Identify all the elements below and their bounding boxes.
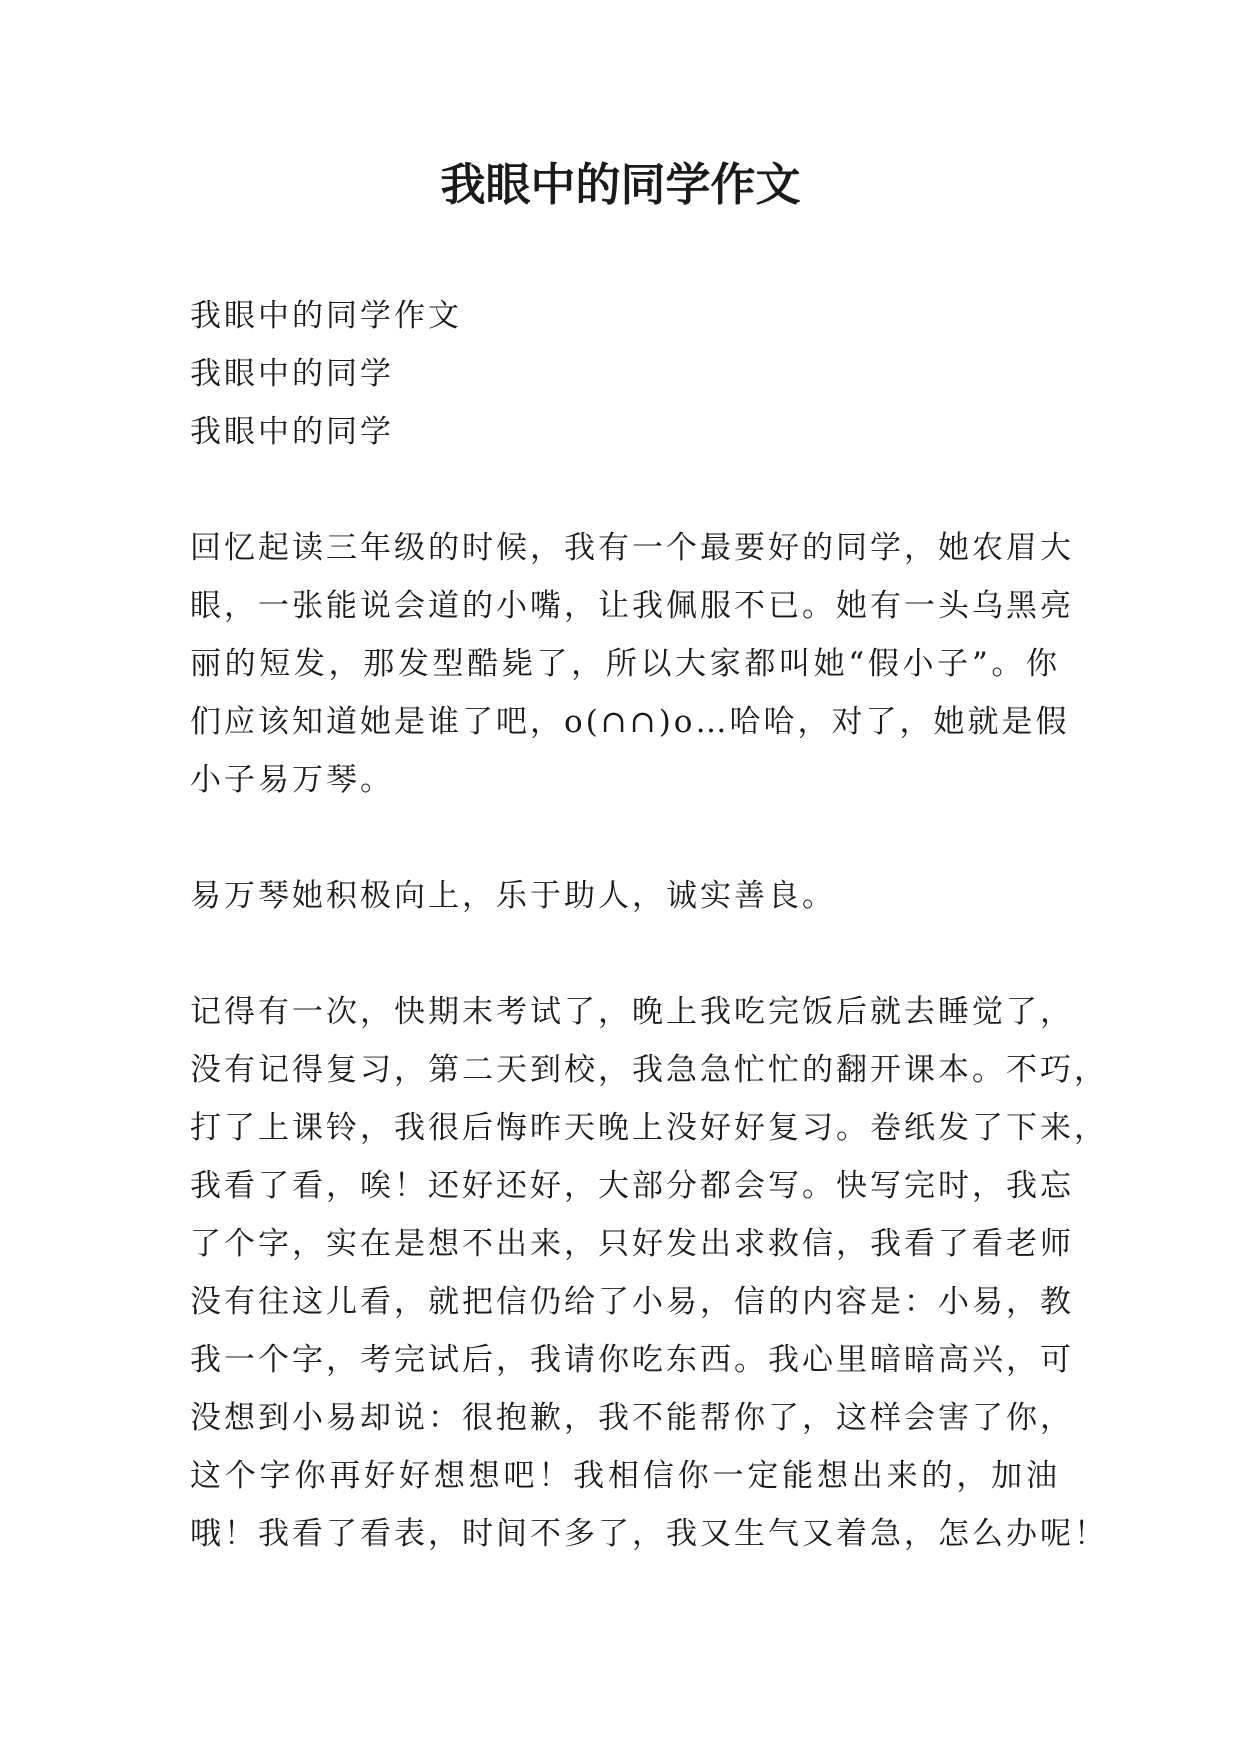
paragraph-line: 打了上课铃，我很后悔昨天晚上没好好复习。卷纸发了下来， bbox=[190, 1110, 1108, 1146]
subtitle-line: 我眼中的同学作文 bbox=[190, 298, 462, 334]
paragraph-line: 没有记得复习，第二天到校，我急急忙忙的翻开课本。不巧， bbox=[190, 1052, 1108, 1088]
paragraph-line: 记得有一次，快期末考试了，晚上我吃完饭后就去睡觉了， bbox=[190, 994, 1074, 1030]
paragraph-line: 了个字，实在是想不出来，只好发出求救信，我看了看老师 bbox=[190, 1226, 1074, 1262]
subtitle-line: 我眼中的同学 bbox=[190, 356, 394, 392]
subtitle-line: 我眼中的同学 bbox=[190, 414, 394, 450]
document-title: 我眼中的同学作文 bbox=[440, 158, 801, 211]
paragraph bbox=[190, 519, 1074, 809]
paragraph-line: 我一个字，考完试后，我请你吃东西。我心里暗暗高兴，可 bbox=[190, 1342, 1074, 1378]
paragraph-line: 没想到小易却说：很抱歉，我不能帮你了，这样会害了你， bbox=[190, 1400, 1074, 1436]
paragraph-line: 回忆起读三年级的时候，我有一个最要好的同学，她农眉大 bbox=[190, 530, 1074, 566]
paragraph-line: 丽的短发，那发型酷毙了，所以大家都叫她“假小子”。你 bbox=[190, 646, 1060, 682]
subtitle-list bbox=[190, 287, 1060, 461]
paragraph-line: 眼，一张能说会道的小嘴，让我佩服不已。她有一头乌黑亮 bbox=[190, 588, 1074, 624]
paragraph bbox=[190, 867, 1060, 925]
paragraph-line: 哦！我看了看表，时间不多了，我又生气又着急，怎么办呢！ bbox=[190, 1516, 1108, 1552]
paragraph-line: 们应该知道她是谁了吧，o(∩∩)o…哈哈，对了，她就是假 bbox=[190, 704, 1070, 740]
paragraph bbox=[190, 983, 1108, 1563]
paragraph-line: 这个字你再好好想想吧！我相信你一定能想出来的，加油 bbox=[190, 1458, 1060, 1494]
paragraph-line: 小子易万琴。 bbox=[190, 762, 394, 798]
paragraph-line: 易万琴她积极向上，乐于助人，诚实善良。 bbox=[190, 878, 836, 914]
paragraph-line: 我看了看，唉！还好还好，大部分都会写。快写完时，我忘 bbox=[190, 1168, 1074, 1204]
paragraph-line: 没有往这儿看，就把信仍给了小易，信的内容是：小易，教 bbox=[190, 1284, 1074, 1320]
document-body bbox=[190, 287, 1108, 1621]
